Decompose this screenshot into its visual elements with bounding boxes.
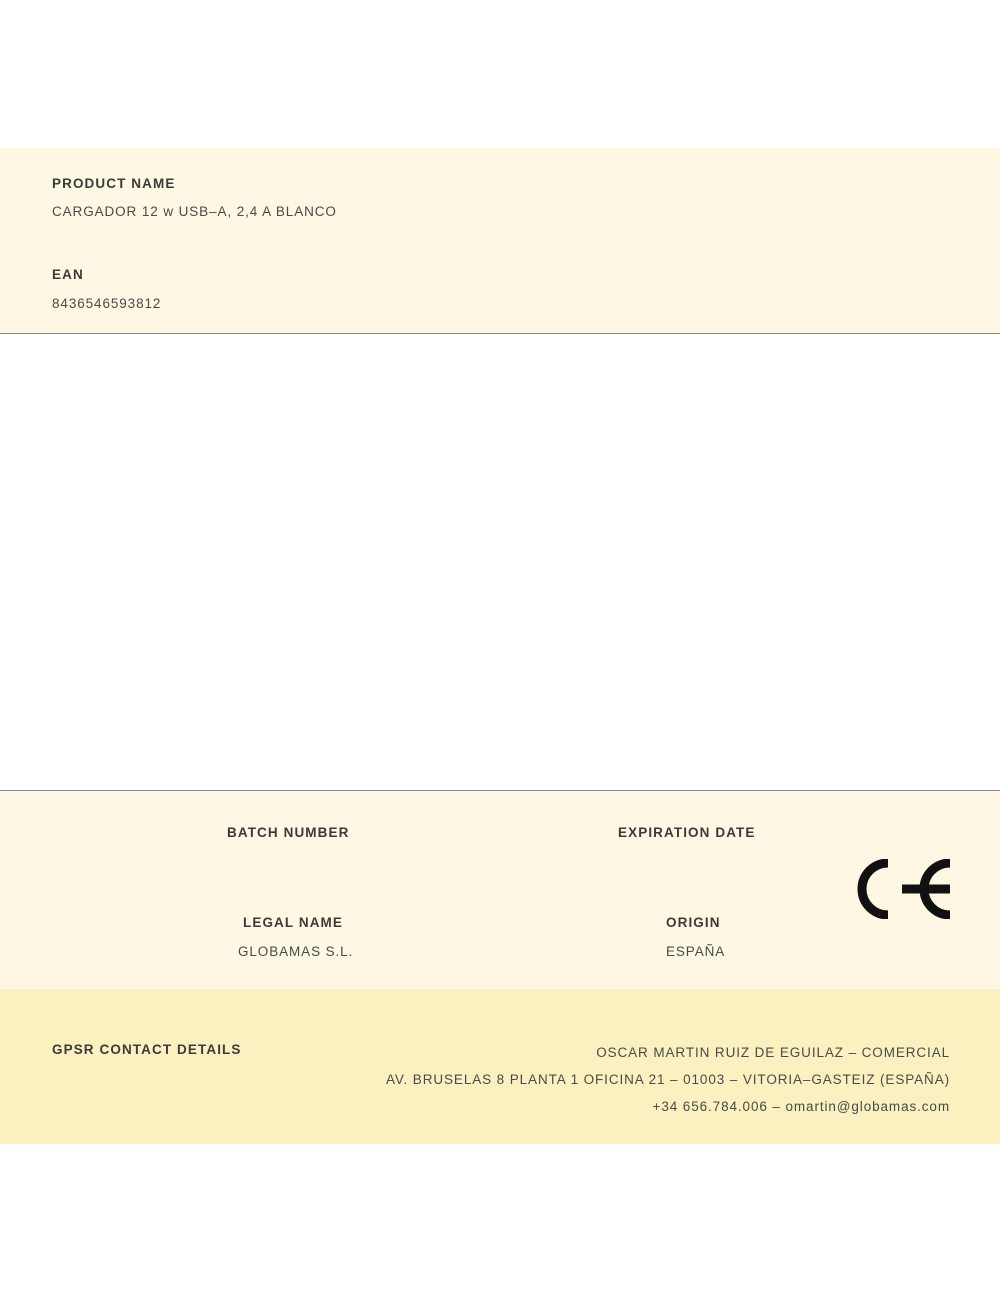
gpsr-contact-line-1: OSCAR MARTIN RUIZ DE EGUILAZ – COMERCIAL bbox=[596, 1045, 950, 1060]
product-identity-section bbox=[0, 148, 1000, 334]
gpsr-contact-line-3: +34 656.784.006 – omartin@globamas.com bbox=[652, 1099, 950, 1114]
legal-name-label: LEGAL NAME bbox=[243, 915, 344, 930]
product-name-value: CARGADOR 12 w USB–A, 2,4 A BLANCO bbox=[52, 204, 337, 219]
gpsr-contact-section bbox=[0, 989, 1000, 1144]
gpsr-contact-line-2: AV. BRUSELAS 8 PLANTA 1 OFICINA 21 – 01003 – VITORIA–GASTEIZ (ESPAÑA) bbox=[385, 1072, 950, 1087]
gpsr-contact-label: GPSR CONTACT DETAILS bbox=[52, 1042, 242, 1057]
legal-name-value: GLOBAMAS S.L. bbox=[238, 944, 354, 959]
batch-number-label: BATCH NUMBER bbox=[227, 825, 350, 840]
expiration-date-label: EXPIRATION DATE bbox=[618, 825, 756, 840]
traceability-section bbox=[0, 790, 1000, 989]
ean-label: EAN bbox=[52, 267, 84, 282]
product-name-label: PRODUCT NAME bbox=[52, 176, 176, 191]
blank-content-area bbox=[0, 334, 1000, 790]
ce-mark-icon bbox=[855, 859, 955, 919]
ean-value: 8436546593812 bbox=[52, 296, 162, 311]
origin-label: ORIGIN bbox=[666, 915, 721, 930]
gpsr-contact-details bbox=[386, 1039, 950, 1120]
origin-value: ESPAÑA bbox=[666, 944, 726, 959]
